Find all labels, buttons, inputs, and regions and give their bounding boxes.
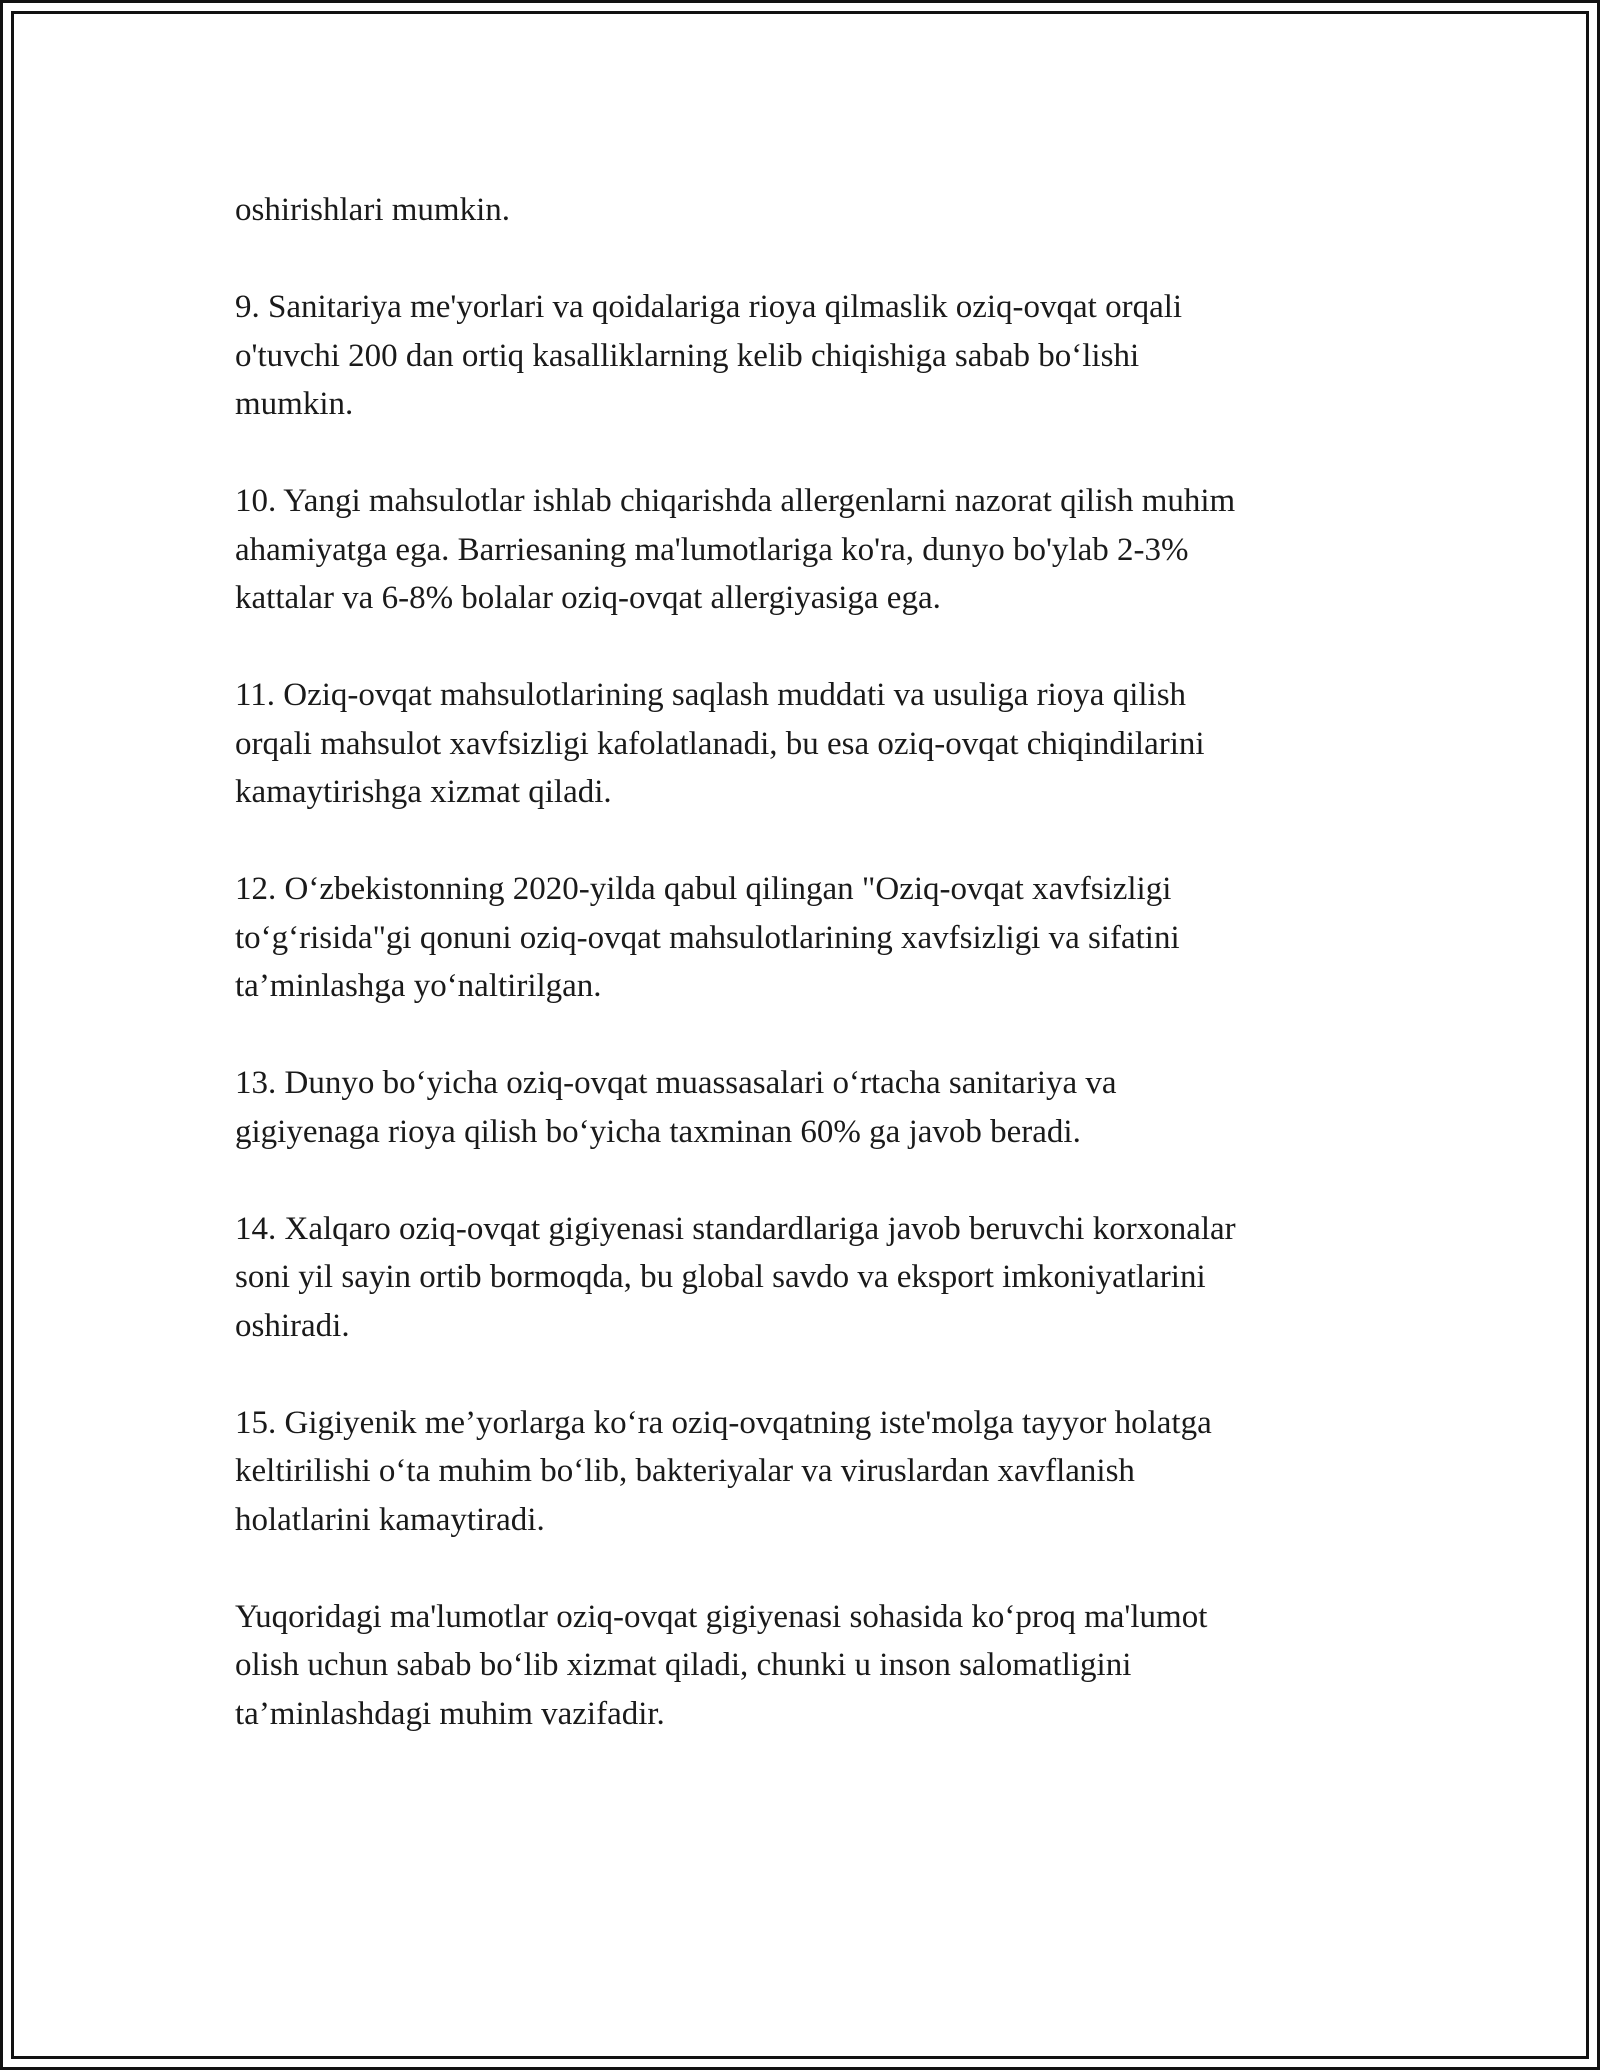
paragraph-item-15 — [235, 1399, 1365, 1545]
text-line: 15. Gigiyenik me’yorlarga ko‘ra oziq-ovqatning iste'molga tayyor holatga — [235, 1404, 1212, 1441]
paragraph-item-11 — [235, 671, 1365, 817]
text-line: oshirishlari mumkin. — [235, 192, 510, 228]
document-body — [235, 186, 1365, 1787]
paragraph-continuation — [235, 186, 1365, 235]
text-line: keltirilishi o‘ta muhim bo‘lib, bakteriyalar va viruslardan xavflanish — [235, 1453, 1135, 1489]
text-line: olish uchun sabab bo‘lib xizmat qiladi, chunki u inson salomatligini — [235, 1647, 1132, 1683]
text-line: mumkin. — [235, 386, 354, 422]
text-line: 11. Oziq-ovqat mahsulotlarining saqlash muddati va usuliga rioya qilish — [235, 677, 1187, 713]
text-line: ta’minlashdagi muhim vazifadir. — [235, 1695, 665, 1732]
paragraph-item-10 — [235, 477, 1365, 623]
text-line: 10. Yangi mahsulotlar ishlab chiqarishda allergenlarni nazorat qilish muhim — [235, 483, 1236, 519]
text-line: Yuqoridagi ma'lumotlar oziq-ovqat gigiyenasi sohasida ko‘proq ma'lumot — [235, 1598, 1208, 1635]
text-line: ta’minlashga yo‘naltirilgan. — [235, 968, 602, 1004]
text-line: 13. Dunyo bo‘yicha oziq-ovqat muassasalari o‘rtacha sanitariya va — [235, 1065, 1117, 1101]
paragraph-item-14 — [235, 1205, 1365, 1351]
paragraph-conclusion — [235, 1593, 1365, 1739]
text-line: gigiyenaga rioya qilish bo‘yicha taxminan 60% ga javob beradi. — [235, 1113, 1081, 1150]
paragraph-item-12 — [235, 865, 1365, 1011]
paragraph-item-13 — [235, 1059, 1365, 1156]
text-line: to‘g‘risida"gi qonuni oziq-ovqat mahsulotlarining xavfsizligi va sifatini — [235, 919, 1180, 956]
text-line: oshiradi. — [235, 1307, 350, 1344]
text-line: orqali mahsulot xavfsizligi kafolatlanadi, bu esa oziq-ovqat chiqindilarini — [235, 725, 1205, 762]
text-line: o'tuvchi 200 dan ortiq kasalliklarning kelib chiqishiga sabab bo‘lishi — [235, 337, 1140, 374]
paragraph-item-9 — [235, 283, 1365, 429]
text-line: ahamiyatga ega. Barriesaning ma'lumotlariga ko'ra, dunyo bo'ylab 2-3% — [235, 531, 1189, 568]
text-line: soni yil sayin ortib bormoqda, bu global savdo va eksport imkoniyatlarini — [235, 1259, 1206, 1295]
text-line: 14. Xalqaro oziq-ovqat gigiyenasi standardlariga javob beruvchi korxonalar — [235, 1210, 1236, 1247]
text-line: kamaytirishga xizmat qiladi. — [235, 774, 612, 810]
text-line: 12. O‘zbekistonning 2020-yilda qabul qilingan "Oziq-ovqat xavfsizligi — [235, 871, 1172, 907]
text-line: holatlarini kamaytiradi. — [235, 1501, 545, 1538]
text-line: kattalar va 6-8% bolalar oziq-ovqat allergiyasiga ega. — [235, 580, 941, 616]
text-line: 9. Sanitariya me'yorlari va qoidalariga rioya qilmaslik oziq-ovqat orqali — [235, 289, 1183, 325]
